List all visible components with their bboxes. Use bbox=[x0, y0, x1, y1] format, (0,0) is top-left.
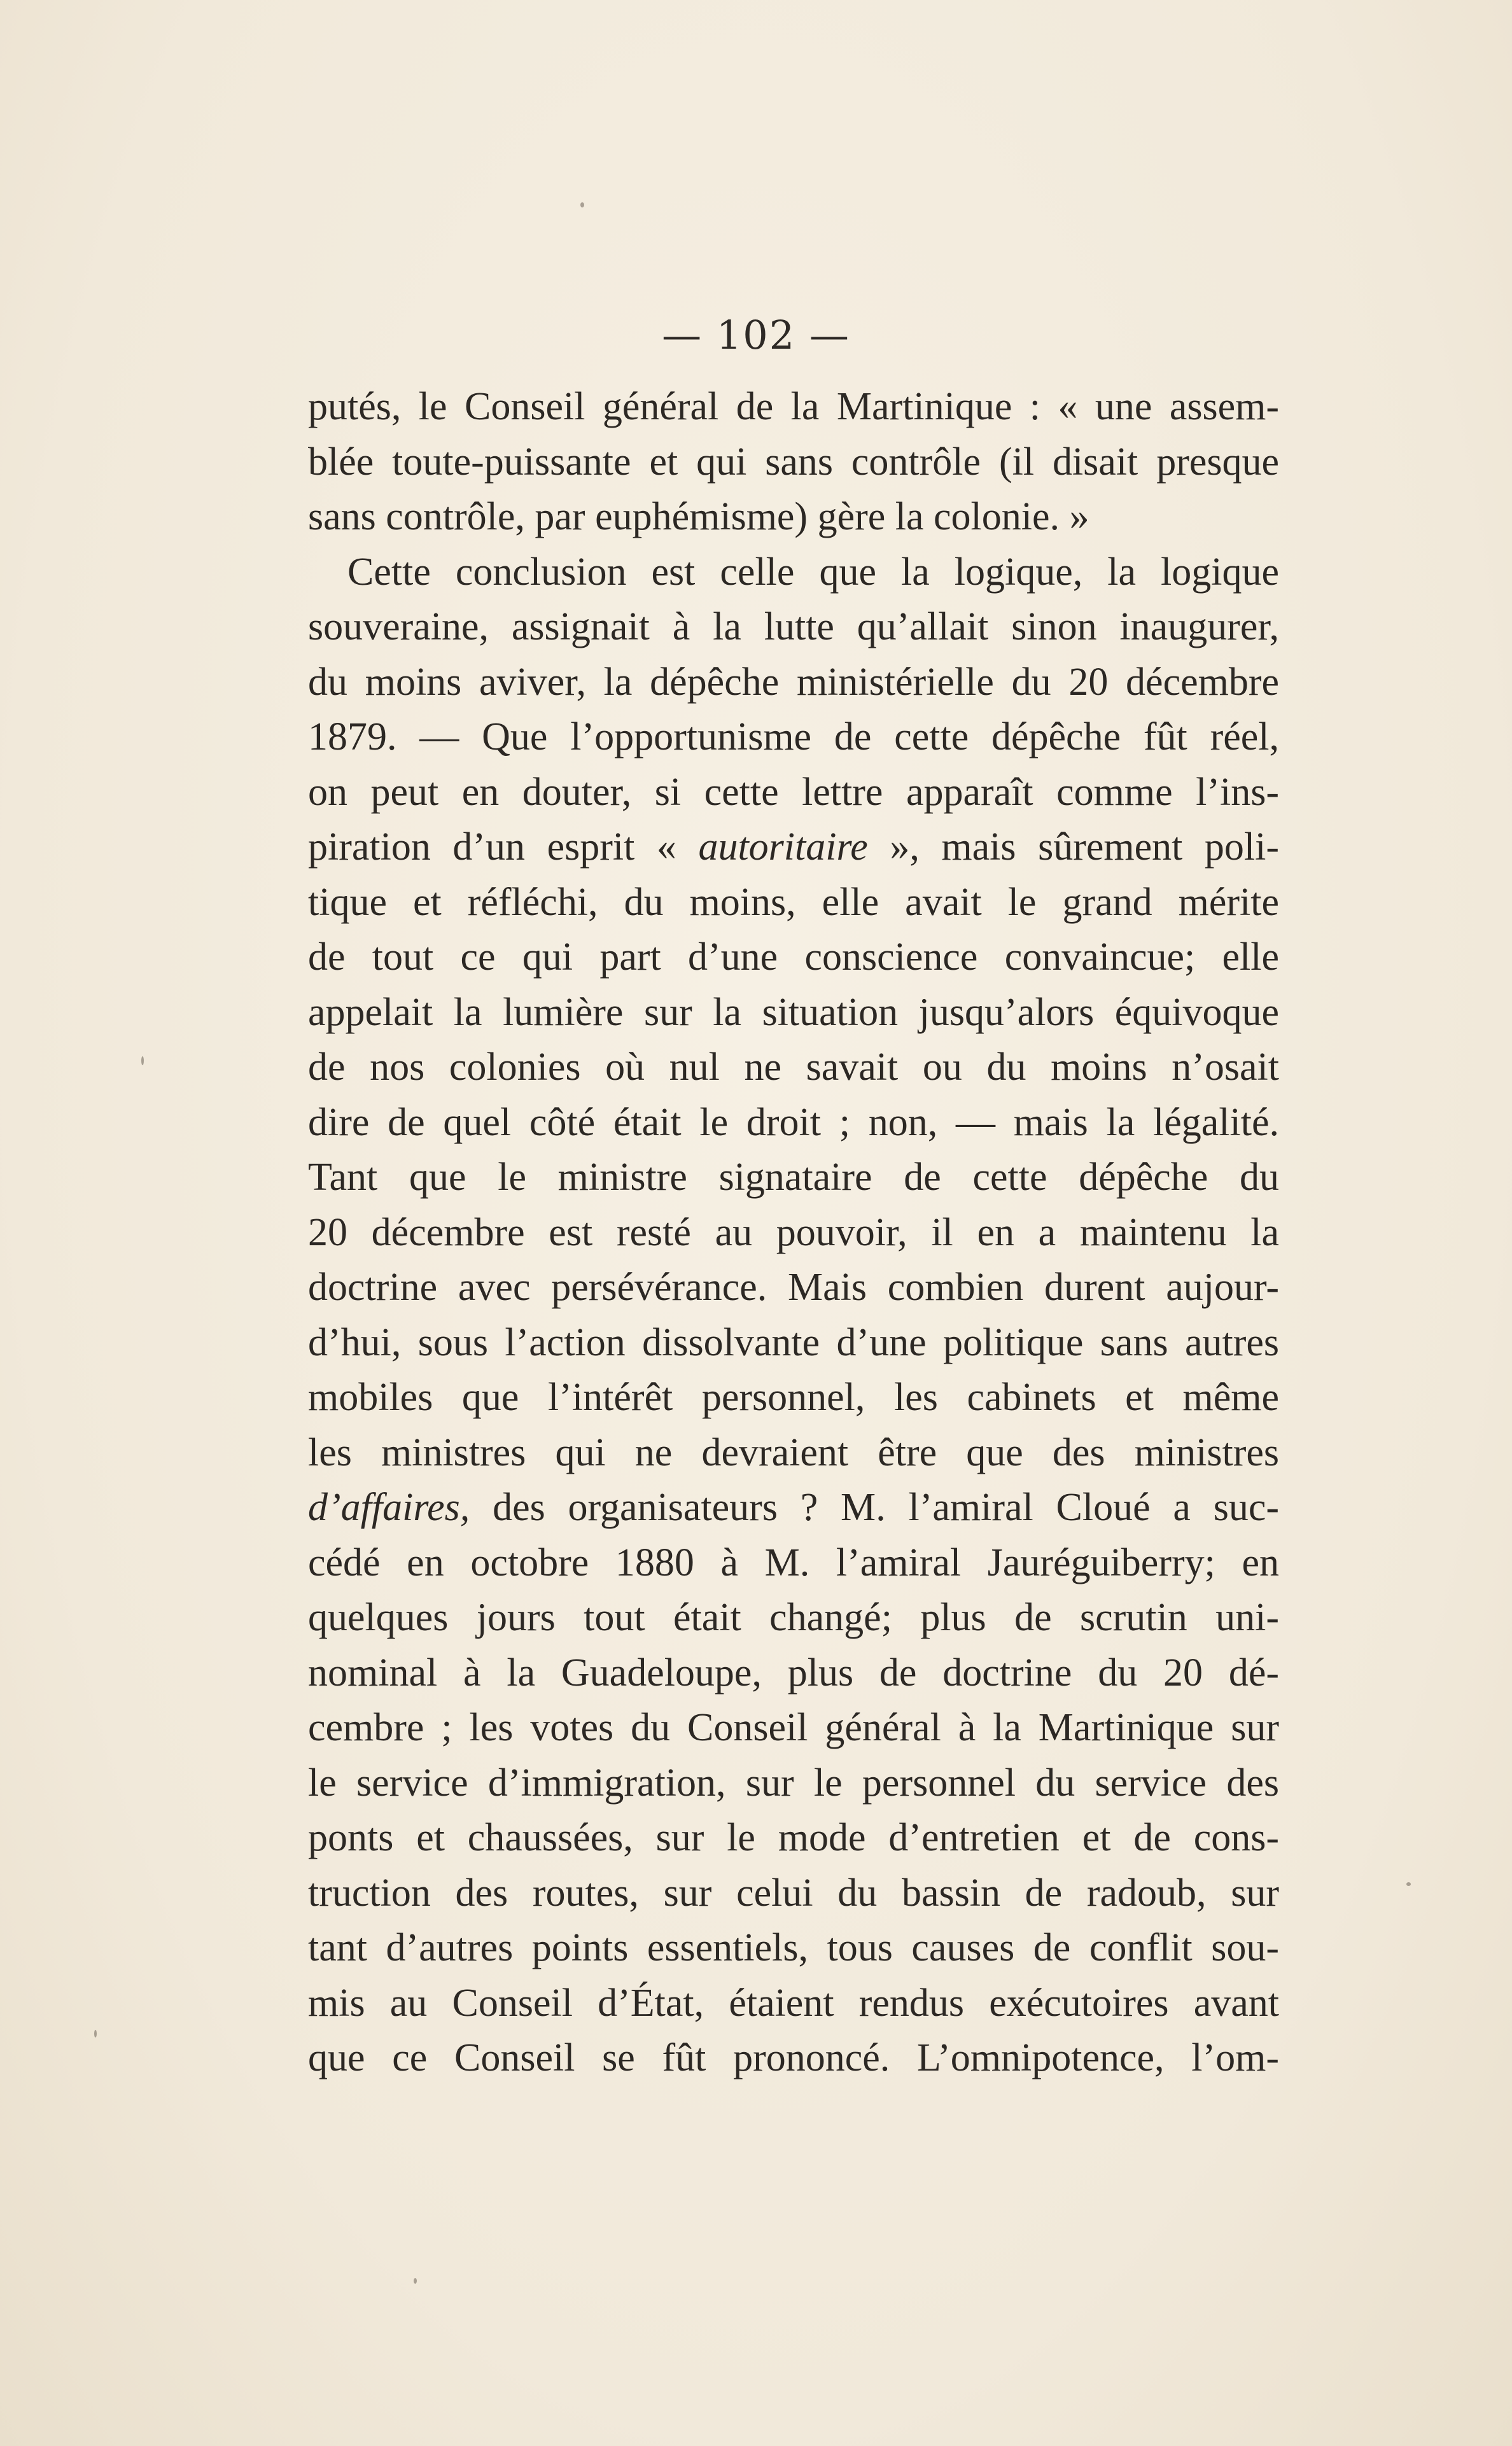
text-line: d’hui, sous l’action dissolvante d’une politique sans autres bbox=[308, 1320, 1279, 1364]
text-line: tique et réfléchi, du moins, elle avait le grand mérite bbox=[308, 880, 1279, 924]
body-text bbox=[308, 379, 1279, 2086]
text-line: doctrine avec persévérance. Mais combien durent aujour- bbox=[308, 1266, 1279, 1309]
text-line: mis au Conseil d’État, étaient rendus exécutoires avant bbox=[308, 1981, 1279, 2025]
text-line: Cette conclusion est celle que la logique, la logique bbox=[347, 550, 1279, 594]
text-line: d’affaires, des organisateurs ? M. l’amiral Cloué a suc- bbox=[308, 1486, 1279, 1529]
text-line: ponts et chaussées, sur le mode d’entretien et de cons- bbox=[308, 1816, 1279, 1859]
text-line: blée toute-puissante et qui sans contrôle (il disait presque bbox=[308, 440, 1279, 484]
text-line: que ce Conseil se fût prononcé. L’omnipotence, l’om- bbox=[308, 2036, 1279, 2079]
text-line: on peut en douter, si cette lettre apparaît comme l’ins- bbox=[308, 770, 1279, 814]
text-line: du moins aviver, la dépêche ministérielle du 20 décembre bbox=[308, 660, 1279, 704]
paper-speck bbox=[141, 1056, 144, 1065]
text-line: 20 décembre est resté au pouvoir, il en a maintenu la bbox=[308, 1210, 1279, 1254]
text-line: cédé en octobre 1880 à M. l’amiral Jauréguiberry; en bbox=[308, 1541, 1279, 1584]
text-line: de nos colonies où nul ne savait ou du moins n’osait bbox=[308, 1045, 1279, 1089]
paper-speck bbox=[94, 2030, 97, 2037]
page-number: — 102 — bbox=[662, 312, 850, 358]
text-line: cembre ; les votes du Conseil général à la Martinique sur bbox=[308, 1706, 1279, 1749]
text-line: appelait la lumière sur la situation jusqu’alors équivoque bbox=[308, 990, 1279, 1034]
text-line: sans contrôle, par euphémisme) gère la colonie. » bbox=[308, 495, 1089, 538]
text-line: truction des routes, sur celui du bassin de radoub, sur bbox=[308, 1871, 1279, 1915]
text-line: quelques jours tout était changé; plus de scrutin uni- bbox=[308, 1596, 1279, 1639]
text-line: piration d’un esprit « autoritaire », mais sûrement poli- bbox=[308, 825, 1279, 869]
paper-speck bbox=[414, 2278, 417, 2284]
text-line: Tant que le ministre signataire de cette dépêche du bbox=[308, 1156, 1279, 1199]
text-line: dire de quel côté était le droit ; non, — mais la légalité. bbox=[308, 1100, 1279, 1144]
paper-speck bbox=[580, 202, 584, 207]
paper-speck bbox=[1406, 1882, 1411, 1886]
text-line: mobiles que l’intérêt personnel, les cabinets et même bbox=[308, 1376, 1279, 1419]
text-line: 1879. — Que l’opportunisme de cette dépêche fût réel, bbox=[308, 715, 1279, 758]
text-line: putés, le Conseil général de la Martinique : « une assem- bbox=[308, 385, 1279, 428]
text-line: souveraine, assignait à la lutte qu’allait sinon inaugurer, bbox=[308, 605, 1279, 648]
text-line: le service d’immigration, sur le personnel du service des bbox=[308, 1761, 1279, 1805]
text-line: de tout ce qui part d’une conscience convaincue; elle bbox=[308, 935, 1279, 979]
text-line: les ministres qui ne devraient être que des ministres bbox=[308, 1430, 1279, 1474]
text-line: nominal à la Guadeloupe, plus de doctrine du 20 dé- bbox=[308, 1651, 1279, 1695]
text-line: tant d’autres points essentiels, tous causes de conflit sou- bbox=[308, 1926, 1279, 1969]
